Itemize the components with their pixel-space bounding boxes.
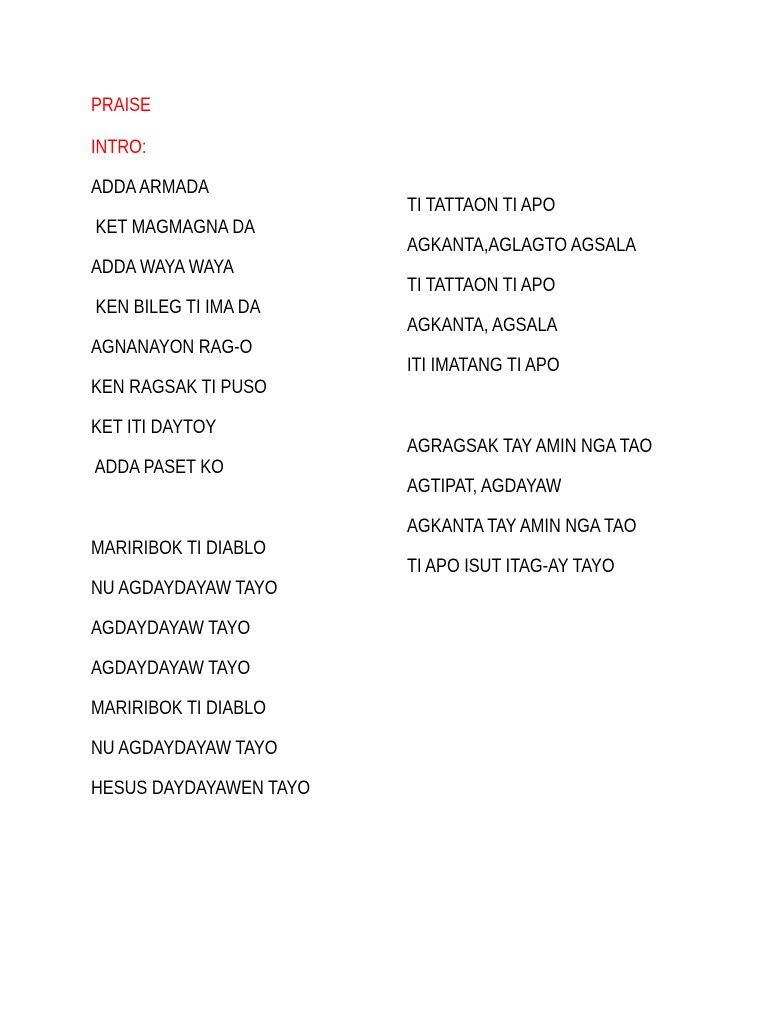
lyric-line: AGKANTA,AGLAGTO AGSALA [407,235,637,256]
lyric-line: AGRAGSAK TAY AMIN NGA TAO [407,436,653,457]
lyric-line: KEN RAGSAK TI PUSO [91,377,267,398]
lyric-line: ITI IMATANG TI APO [407,355,560,376]
song-title: PRAISE [91,95,151,116]
lyric-line: AGNANAYON RAG-O [91,337,253,358]
lyric-line: AGKANTA, AGSALA [407,315,558,336]
lyric-line: MARIRIBOK TI DIABLO [91,538,266,559]
lyric-line: ADDA ARMADA [91,177,210,198]
lyric-line: TI TATTAON TI APO [407,195,556,216]
lyric-line: KET MAGMAGNA DA [91,217,256,238]
lyric-line: AGTIPAT, AGDAYAW [407,476,562,497]
lyric-line: AGDAYDAYAW TAYO [91,618,251,639]
lyric-line: NU AGDAYDAYAW TAYO [91,738,278,759]
lyric-line: MARIRIBOK TI DIABLO [91,698,266,719]
lyric-line: AGDAYDAYAW TAYO [91,658,251,679]
lyric-line: HESUS DAYDAYAWEN TAYO [91,778,311,799]
lyric-line: TI APO ISUT ITAG-AY TAYO [407,556,615,577]
lyric-line: ADDA PASET KO [91,457,224,478]
lyric-line: KET ITI DAYTOY [91,417,217,438]
lyric-line: ADDA WAYA WAYA [91,257,234,278]
lyric-line: TI TATTAON TI APO [407,275,556,296]
intro-label: INTRO: [91,137,147,158]
lyric-line: NU AGDAYDAYAW TAYO [91,578,278,599]
lyric-line: AGKANTA TAY AMIN NGA TAO [407,516,637,537]
lyric-line: KEN BILEG TI IMA DA [91,297,261,318]
